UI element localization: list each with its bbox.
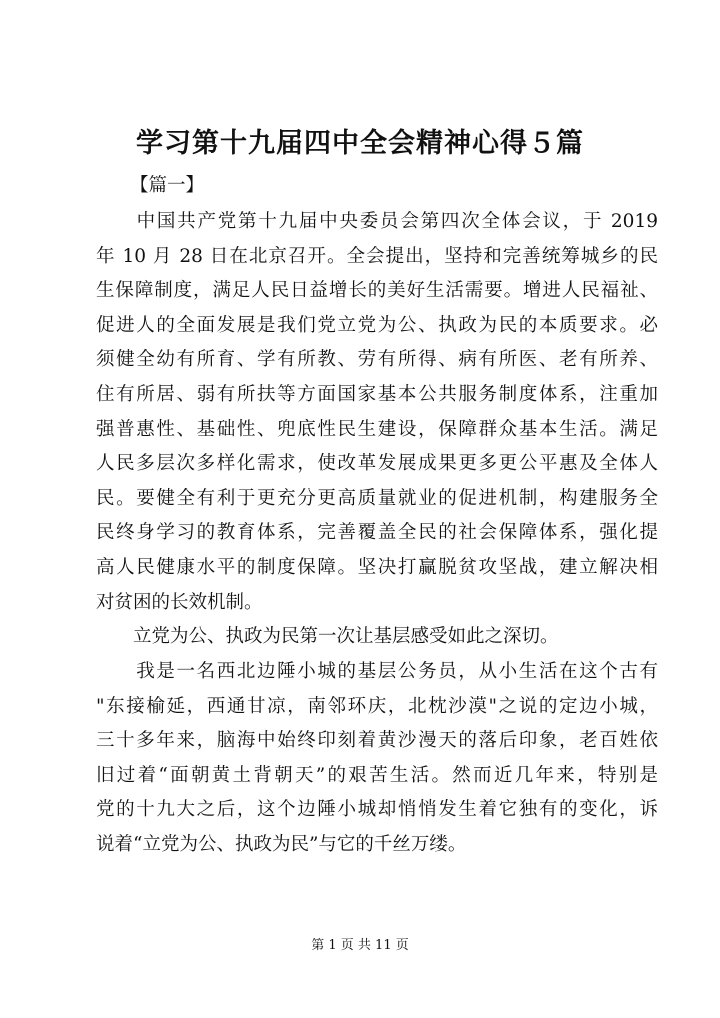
paragraph-line: 立党为公、执政为民第一次让基层感受如此之深切。 xyxy=(96,626,559,647)
paragraph-line: 年 10 月 28 日在北京召开。全会提出，坚持和完善统筹城乡的民 xyxy=(96,245,658,267)
paragraph-line: 说着“立党为公、执政为民”与它的千丝万缕。 xyxy=(96,833,467,855)
paragraph-line: 人民多层次多样化需求，使改革发展成果更多更公平惠及全体人 xyxy=(96,453,658,475)
paragraph-line: 中国共产党第十九届中央委员会第四次全体会议，于 2019 xyxy=(96,211,658,232)
paragraph-line: 对贫困的长效机制。 xyxy=(96,591,263,613)
paragraph-line: 强普惠性、基础性、兜底性民生建设，保障群众基本生活。满足 xyxy=(96,418,658,440)
paragraph-line: 须健全幼有所育、学有所教、劳有所得、病有所医、老有所养、 xyxy=(96,349,658,371)
paragraph-2 xyxy=(96,620,658,655)
paragraph-1 xyxy=(96,205,658,620)
paragraph-line: 三十多年来，脑海中始终印刻着黄沙漫天的落后印象，老百姓依 xyxy=(96,730,658,752)
document-title: 学习第十九届四中全会精神心得５篇 xyxy=(136,128,584,159)
paragraph-line: 生保障制度，满足人民日益增长的美好生活需要。增进人民福祉、 xyxy=(96,280,658,302)
paragraph-line: 民终身学习的教育体系，完善覆盖全民的社会保障体系，强化提 xyxy=(96,522,658,544)
paragraph-line: 旧过着“面朝黄土背朝天”的艰苦生活。然而近几年来，特别是 xyxy=(96,764,658,786)
paragraph-line: 民。要健全有利于更充分更高质量就业的促进机制，构建服务全 xyxy=(96,487,658,509)
paragraph-line: 党的十九大之后，这个边陲小城却悄悄发生着它独有的变化，诉 xyxy=(96,799,658,821)
section-label: 【篇一】 xyxy=(130,175,205,196)
paragraph-line: 促进人的全面发展是我们党立党为公、执政为民的本质要求。必 xyxy=(96,314,658,336)
paragraph-line: "东接榆延，西通甘凉，南邻环庆，北枕沙漠"之说的定边小城， xyxy=(96,695,658,717)
paragraph-line: 我是一名西北边陲小城的基层公务员，从小生活在这个古有 xyxy=(96,661,658,682)
page-footer: 第 1 页 共 11 页 xyxy=(311,938,409,953)
paragraph-3 xyxy=(96,655,658,863)
paragraph-line: 住有所居、弱有所扶等方面国家基本公共服务制度体系，注重加 xyxy=(96,383,658,405)
paragraph-line: 高人民健康水平的制度保障。坚决打赢脱贫攻坚战，建立解决相 xyxy=(96,556,658,578)
